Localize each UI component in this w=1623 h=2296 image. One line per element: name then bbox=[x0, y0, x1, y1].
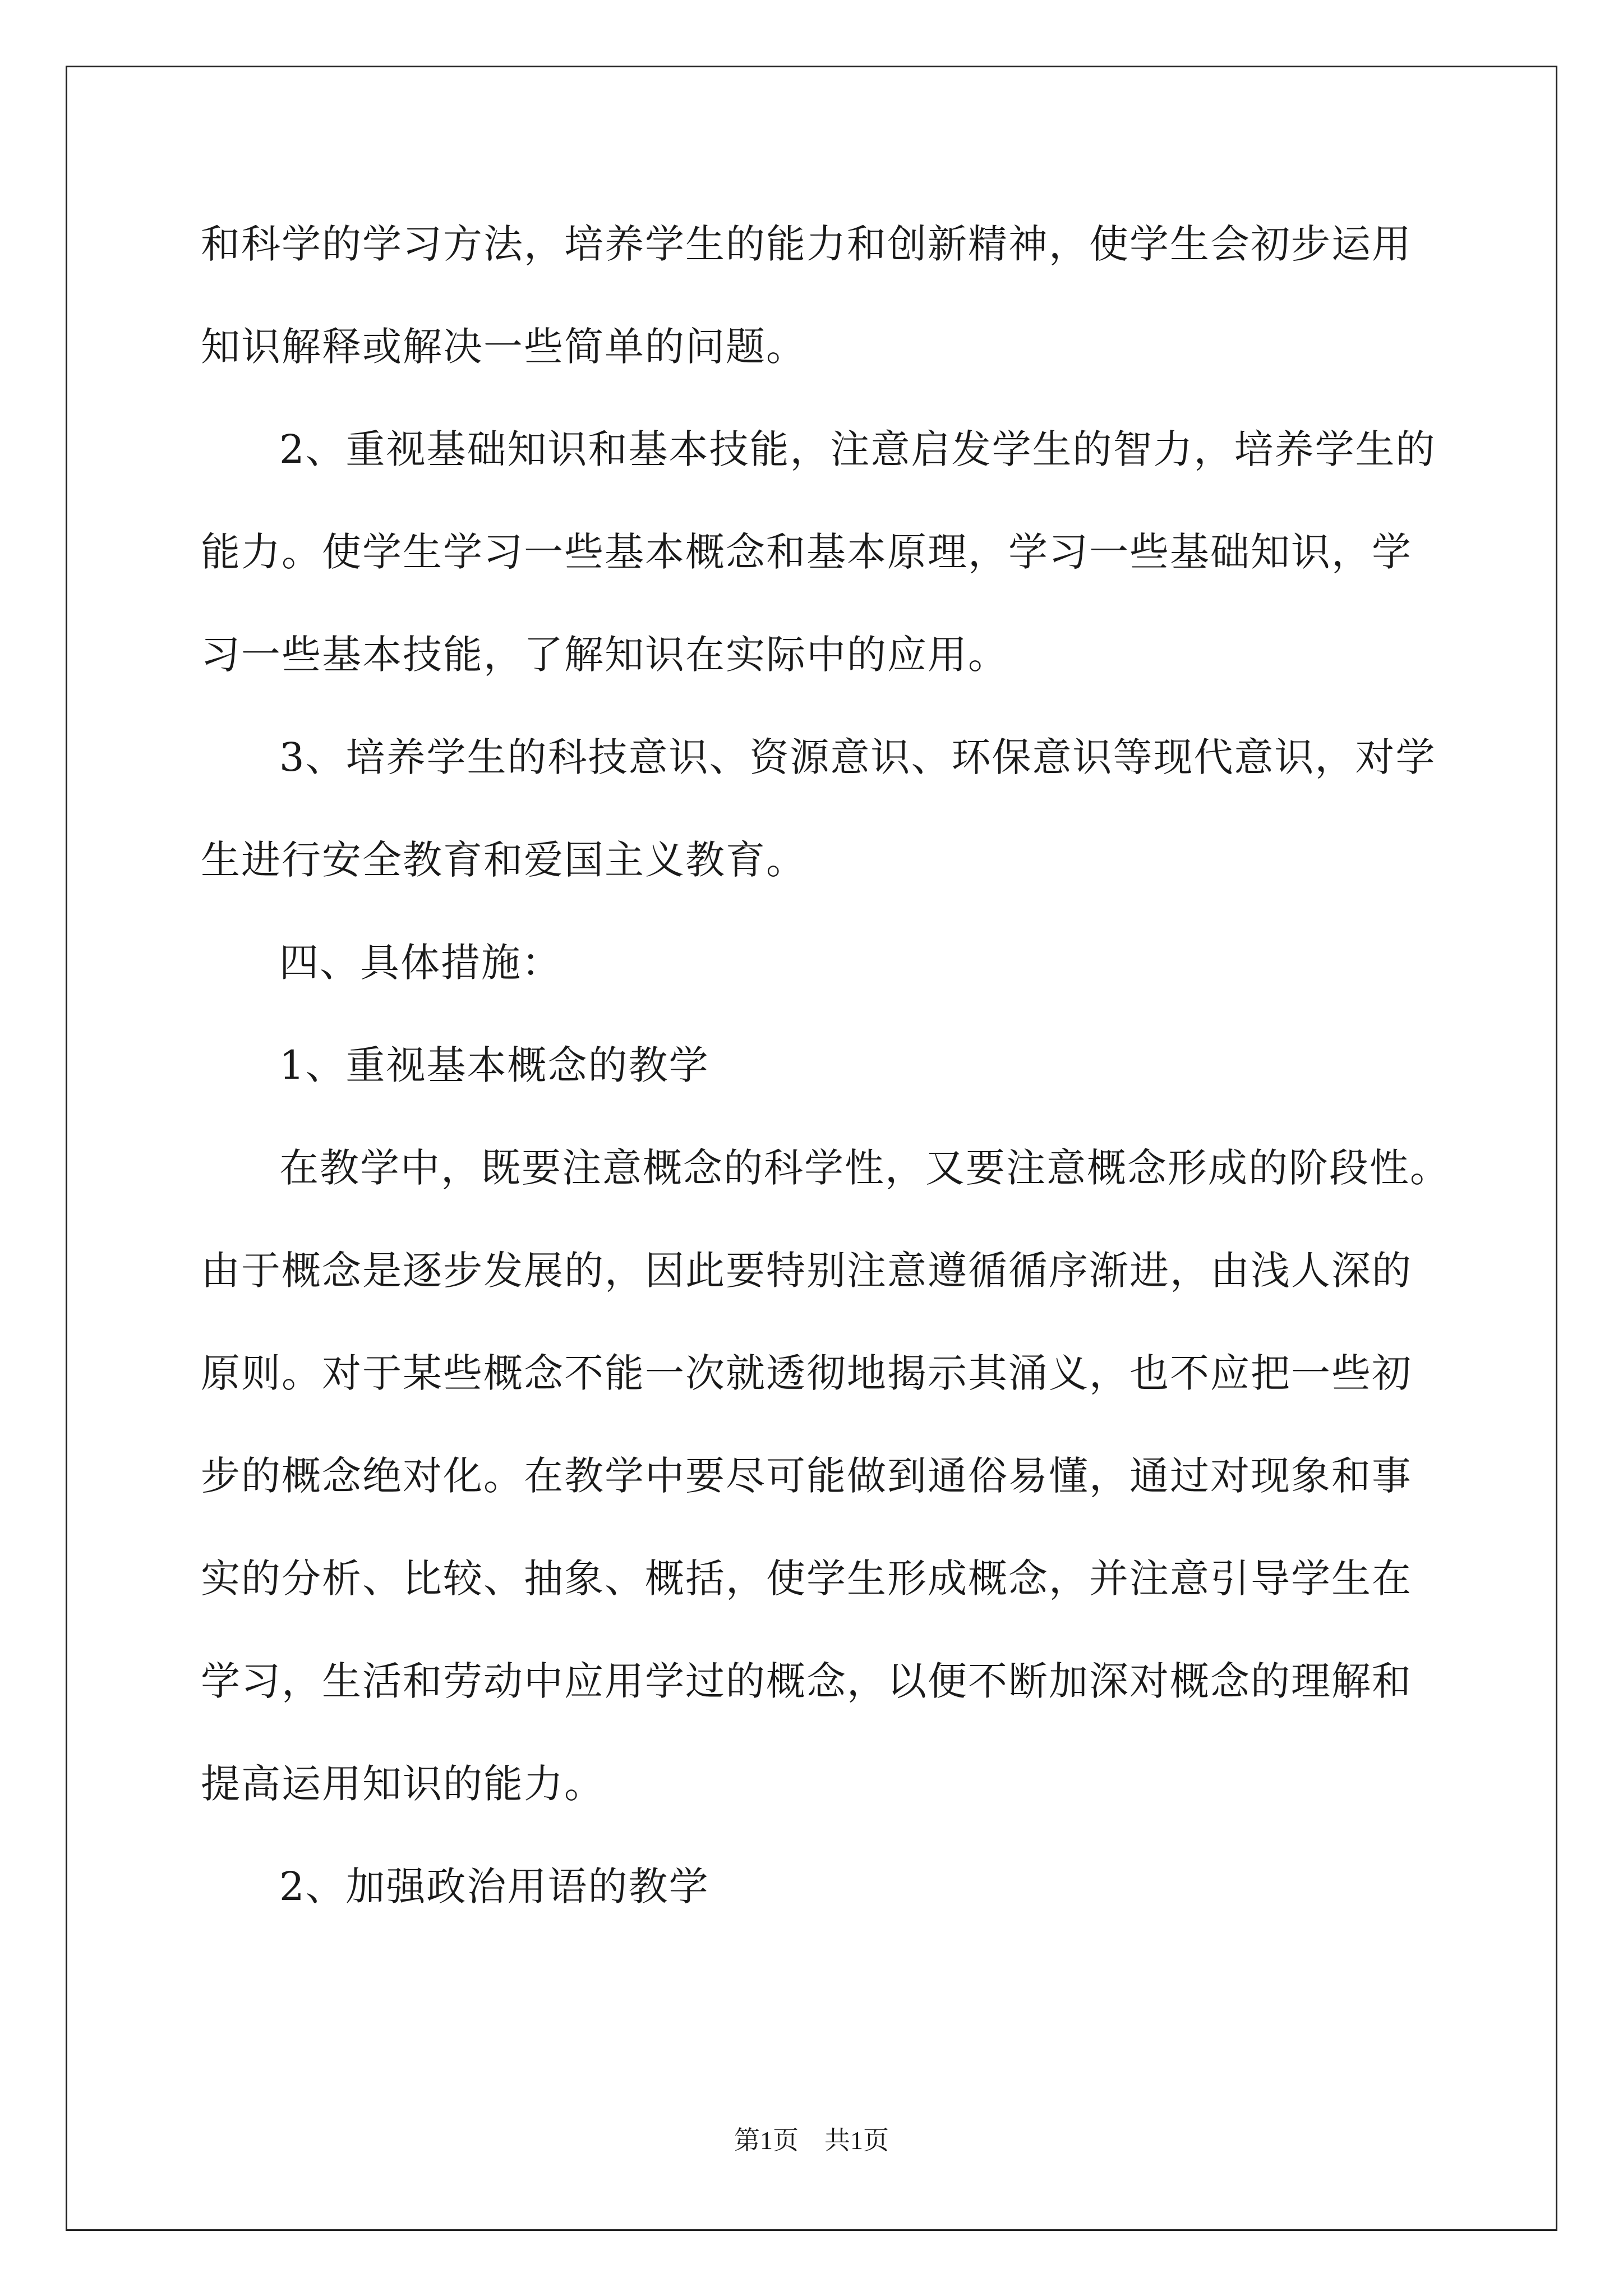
text-line: 实的分析、比较、抽象、概括，使学生形成概念，并注意引导学生在 bbox=[201, 1556, 1412, 1602]
text-line: 由于概念是逐步发展的，因此要特别注意遵循循序渐进，由浅人深的 bbox=[201, 1248, 1412, 1294]
text-line: 提高运用知识的能力。 bbox=[201, 1761, 605, 1807]
text-line: 在教学中，既要注意概念的科学性，又要注意概念形成的阶段性。 bbox=[279, 1145, 1450, 1191]
text-line: 3、培养学生的科技意识、资源意识、环保意识等现代意识，对学 bbox=[279, 734, 1436, 780]
text-line: 和科学的学习方法，培养学生的能力和创新精神，使学生会初步运用 bbox=[201, 221, 1412, 267]
text-line: 2、加强政治用语的教学 bbox=[279, 1864, 709, 1910]
text-line: 四、具体措施： bbox=[279, 940, 562, 986]
document-body bbox=[201, 199, 1450, 1944]
text-line: 习一些基本技能，了解知识在实际中的应用。 bbox=[201, 632, 1008, 678]
text-line: 2、重视基础知识和基本技能，注意启发学生的智力，培养学生的 bbox=[279, 426, 1436, 472]
text-line: 原则。对于某些概念不能一次就透彻地揭示其涌义，也不应把一些初 bbox=[201, 1350, 1412, 1396]
page-footer bbox=[0, 2124, 1623, 2157]
text-line: 1、重视基本概念的教学 bbox=[279, 1042, 709, 1088]
page-number-label: 第1页 共1页 bbox=[734, 2126, 889, 2155]
text-line: 步的概念绝对化。在教学中要尽可能做到通俗易懂，通过对现象和事 bbox=[201, 1453, 1412, 1499]
text-line: 能力。使学生学习一些基本概念和基本原理，学习一些基础知识，学 bbox=[201, 529, 1412, 575]
text-line: 学习，生活和劳动中应用学过的概念，以便不断加深对概念的理解和 bbox=[201, 1658, 1412, 1704]
text-line: 知识解释或解决一些简单的问题。 bbox=[201, 324, 806, 370]
text-line: 生进行安全教育和爱国主义教育。 bbox=[201, 837, 806, 883]
